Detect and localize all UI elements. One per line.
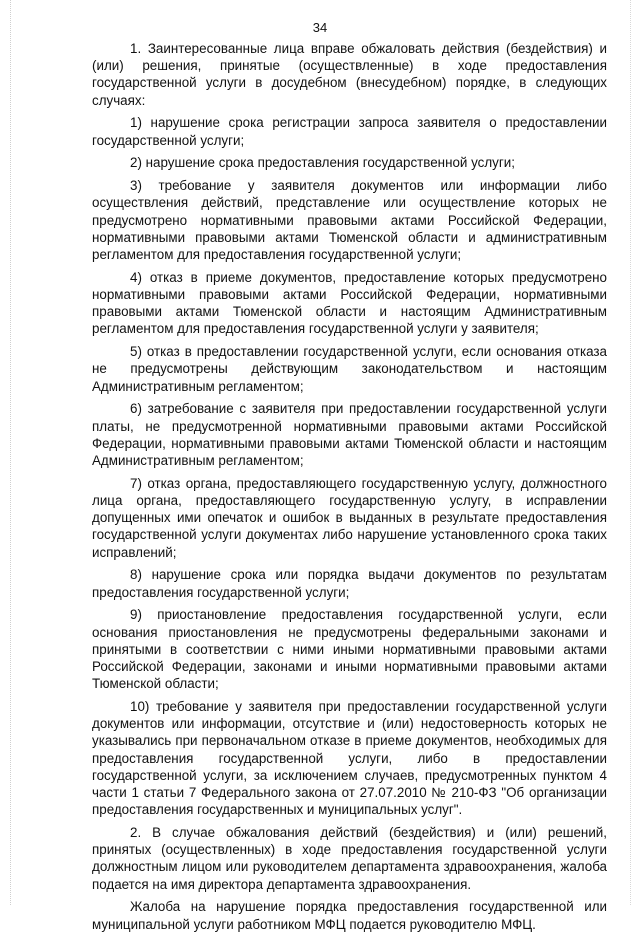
paragraph-2: 2. В случае обжалования действий (бездействия) и (или) решений, принятых (осуществленных) в ходе предоставления государственной услуги должностным лицом или руководителем департамента здравоохранения, жалоба подается на имя директора департамента здравоохранения. [92, 825, 607, 892]
list-item-5: 5) отказ в предоставлении государственной услуги, если основания отказа не предусмотрены действующим законодательством и настоящим Административным регламентом; [92, 344, 607, 394]
scan-right-edge [630, 0, 632, 905]
list-item-4: 4) отказ в приеме документов, предоставление которых предусмотрено нормативными правовыми актами Российской Федерации, нормативными правовыми актами Тюменской области и настоящим Административным регламентом для предоставления государственной услуги у заявителя; [92, 269, 607, 337]
list-item-3: 3) требование у заявителя документов или информации либо осуществления действий, представление или осуществление которых не предусмотрено нормативными правовыми актами Российской Федерации, нормативными правовыми актами Тюменской области и административным регламентом для предоставления государственной услуги; [92, 178, 607, 263]
list-item-8: 8) нарушение срока или порядка выдачи документов по результатам предоставления государственной услуги; [92, 567, 607, 600]
page-number: 34 [312, 20, 328, 35]
list-item-2: 2) нарушение срока предоставления государственной услуги; [130, 155, 515, 171]
list-item-9: 9) приостановление предоставления государственной услуги, если основания приостановления не предусмотрены федеральными законами и принятыми в соответствии с ними иными нормативными правовыми актами Российской Федерации, законами и иными нормативными правовыми актами Тюменской области; [92, 607, 607, 692]
paragraph-mfc: Жалоба на нарушение порядка предоставления государственной или муниципальной услуги работником МФЦ подается руководителю МФЦ. [92, 899, 607, 932]
document-body [92, 40, 607, 938]
list-item-6: 6) затребование с заявителя при предоставлении государственной услуги платы, не предусмотренной нормативными правовыми актами Российской Федерации, нормативными правовыми актами Тюменской области и настоящим Административным регламентом; [92, 401, 607, 469]
list-item-7: 7) отказ органа, предоставляющего государственную услугу, должностного лица органа, предоставляющего государственную услугу, в исправлении допущенных ими опечаток и ошибок в выданных в результате предоставления государственной услуги документах либо нарушение установленного срока таких исправлений; [92, 475, 607, 560]
paragraph-1: 1. Заинтересованные лица вправе обжаловать действия (бездействия) и (или) решения, принятые (осуществленные) в ходе предоставления государственной услуги в досудебном (внесудебном) порядке, в следующих случаях: [92, 41, 607, 108]
scan-left-edge [10, 0, 12, 905]
list-item-10: 10) требование у заявителя при предоставлении государственной услуги документов или информации, отсутствие и (или) недостоверность которых не указывались при первоначальном отказе в приеме документов, необходимых для предоставления государственной услуги, либо в предоставлении государственной услуги, за исключением случаев, предусмотренных пунктом 4 части 1 статьи 7 Федерального закона от 27.07.2010 № 210-ФЗ "Об организации предоставления государственных и муниципальных услуг". [92, 699, 607, 818]
list-item-1: 1) нарушение срока регистрации запроса заявителя о предоставлении государственной услуги; [92, 115, 607, 148]
